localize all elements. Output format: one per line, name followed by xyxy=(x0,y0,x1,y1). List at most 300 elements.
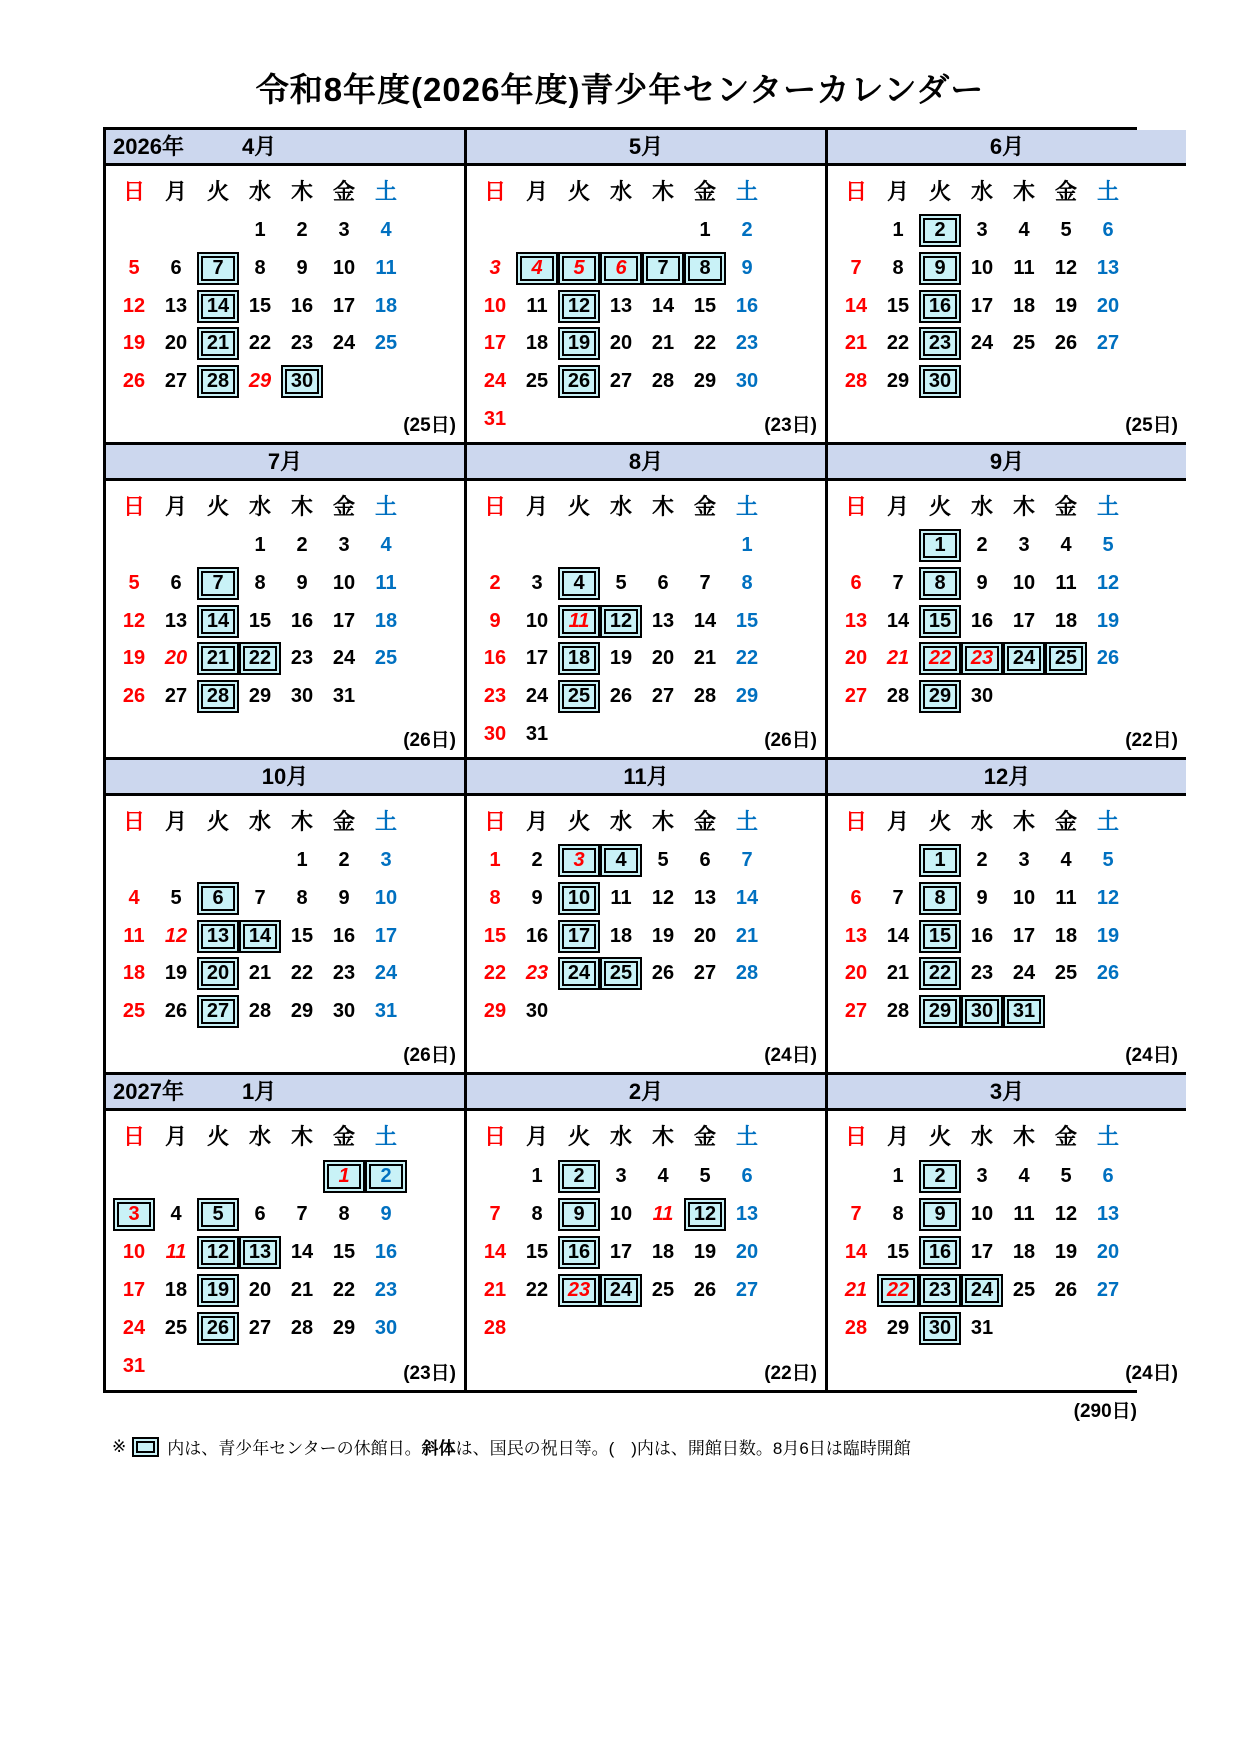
day-slot xyxy=(558,955,600,993)
day-cell: 13 xyxy=(735,1202,759,1225)
day-cell: 28 xyxy=(844,370,868,393)
day-slot xyxy=(919,1157,961,1195)
day-slot xyxy=(600,880,642,918)
day-cell: 28 xyxy=(844,1317,868,1340)
legend-rest-note: は、国民の祝日等。( )内は、開館日数。8月6日は臨時開館 xyxy=(455,1439,911,1458)
day-slot xyxy=(197,250,239,288)
day-slot xyxy=(600,527,642,565)
weekday-header: 木 xyxy=(651,493,674,519)
day-cell: 11 xyxy=(652,1202,674,1225)
weekday-header: 金 xyxy=(1054,1123,1077,1149)
day-slot xyxy=(516,363,558,401)
day-slot xyxy=(1003,363,1045,401)
day-slot xyxy=(726,363,768,401)
day-cell: 2 xyxy=(558,1160,600,1193)
day-slot xyxy=(961,602,1003,640)
day-cell: 10 xyxy=(525,609,549,632)
day-slot xyxy=(323,1272,365,1310)
week-row xyxy=(113,842,407,880)
day-slot xyxy=(365,715,407,753)
day-slot xyxy=(961,363,1003,401)
day-slot xyxy=(323,565,365,603)
day-slot xyxy=(1003,287,1045,325)
day-slot xyxy=(1087,1310,1129,1348)
day-slot xyxy=(474,1157,516,1195)
day-slot xyxy=(155,1310,197,1348)
week-row xyxy=(113,1310,407,1348)
day-slot xyxy=(1087,363,1129,401)
day-cell: 3 xyxy=(338,219,350,242)
day-slot xyxy=(600,212,642,250)
day-slot xyxy=(961,880,1003,918)
day-cell: 28 xyxy=(651,370,675,393)
day-cell: 14 xyxy=(197,290,239,323)
day-cell: 24 xyxy=(525,685,549,708)
day-cell: 5 xyxy=(558,252,600,285)
day-slot xyxy=(835,212,877,250)
day-cell: 3 xyxy=(1018,534,1030,557)
weekday-header: 土 xyxy=(1096,178,1119,204)
day-slot xyxy=(1087,325,1129,363)
day-slot xyxy=(919,325,961,363)
day-slot xyxy=(516,1233,558,1271)
day-cell: 9 xyxy=(741,257,753,279)
day-cell: 2 xyxy=(489,572,501,594)
day-slot xyxy=(961,917,1003,955)
weekday-header: 金 xyxy=(1054,178,1077,204)
day-slot xyxy=(726,1348,768,1386)
day-slot xyxy=(877,842,919,880)
week-row xyxy=(474,993,768,1031)
open-days-label: (25日) xyxy=(403,415,456,436)
day-cell: 31 xyxy=(483,407,507,430)
day-cell: 20 xyxy=(844,962,868,985)
day-slot xyxy=(474,715,516,753)
month-2027-01 xyxy=(106,1075,467,1390)
week-row xyxy=(835,527,1129,565)
day-cell: 7 xyxy=(197,567,239,600)
day-slot xyxy=(1045,527,1087,565)
week-row xyxy=(113,527,407,565)
day-slot xyxy=(877,1030,919,1068)
day-cell: 10 xyxy=(970,1202,994,1225)
day-slot xyxy=(281,565,323,603)
day-cell: 30 xyxy=(919,1312,961,1345)
legend-note-mark: ※ xyxy=(112,1436,127,1456)
day-slot xyxy=(877,212,919,250)
day-slot xyxy=(600,287,642,325)
day-slot xyxy=(684,1157,726,1195)
day-cell: 18 xyxy=(609,924,633,947)
day-cell: 13 xyxy=(197,920,239,953)
day-cell: 13 xyxy=(844,924,868,947)
day-slot xyxy=(197,400,239,438)
day-cell: 1 xyxy=(892,219,904,242)
day-slot xyxy=(155,325,197,363)
day-cell: 20 xyxy=(164,332,188,355)
day-cell: 7 xyxy=(892,887,904,909)
day-slot xyxy=(835,993,877,1031)
legend-italic-term: 斜体 xyxy=(421,1439,456,1458)
day-cell: 16 xyxy=(919,1236,961,1269)
day-cell: 7 xyxy=(741,849,753,872)
day-slot xyxy=(642,880,684,918)
day-cell: 15 xyxy=(248,294,272,317)
weekday-header-row xyxy=(835,168,1129,212)
total-open-days-label: (290日) xyxy=(1073,1401,1137,1422)
day-slot xyxy=(365,1233,407,1271)
weekday-header: 火 xyxy=(206,1123,229,1149)
day-cell: 19 xyxy=(122,332,146,355)
day-slot xyxy=(516,602,558,640)
day-cell: 16 xyxy=(970,924,994,947)
weekday-header: 火 xyxy=(928,808,951,834)
day-slot xyxy=(239,1348,281,1386)
day-slot xyxy=(558,1310,600,1348)
day-cell: 1 xyxy=(741,534,753,557)
day-slot xyxy=(684,250,726,288)
weekday-header: 火 xyxy=(206,178,229,204)
day-cell: 18 xyxy=(1054,924,1078,947)
week-row xyxy=(835,287,1129,325)
day-slot xyxy=(323,287,365,325)
day-slot xyxy=(684,880,726,918)
day-slot xyxy=(558,678,600,716)
day-slot xyxy=(281,715,323,753)
week-row xyxy=(474,1030,768,1068)
day-cell: 22 xyxy=(483,962,507,985)
day-cell: 13 xyxy=(693,887,717,909)
day-cell: 17 xyxy=(1012,924,1036,947)
weekday-header: 日 xyxy=(483,178,506,204)
day-slot xyxy=(1045,955,1087,993)
day-cell: 14 xyxy=(651,294,675,317)
day-cell: 5 xyxy=(1060,219,1072,242)
weekday-header: 金 xyxy=(693,808,716,834)
day-cell: 26 xyxy=(558,365,600,398)
day-slot xyxy=(877,325,919,363)
day-slot xyxy=(558,250,600,288)
day-cell: 8 xyxy=(254,572,266,594)
day-cell: 1 xyxy=(531,1164,543,1187)
day-slot xyxy=(558,565,600,603)
day-slot xyxy=(239,880,281,918)
day-slot xyxy=(474,678,516,716)
day-cell: 23 xyxy=(558,1274,600,1307)
month-header-2026-10 xyxy=(106,760,464,796)
weekday-header: 木 xyxy=(651,1123,674,1149)
day-slot xyxy=(642,287,684,325)
day-cell: 20 xyxy=(197,957,239,990)
day-cell: 27 xyxy=(735,1279,759,1302)
day-slot xyxy=(600,955,642,993)
day-cell: 25 xyxy=(558,680,600,713)
day-slot xyxy=(281,1272,323,1310)
week-row xyxy=(113,250,407,288)
day-cell: 14 xyxy=(886,924,910,947)
day-slot xyxy=(877,1233,919,1271)
day-slot xyxy=(1045,287,1087,325)
day-slot xyxy=(726,527,768,565)
day-slot xyxy=(281,527,323,565)
day-slot xyxy=(155,715,197,753)
day-cell: 30 xyxy=(332,1000,356,1023)
day-slot xyxy=(197,325,239,363)
day-slot xyxy=(113,993,155,1031)
weekday-header: 木 xyxy=(290,178,313,204)
weekday-header: 月 xyxy=(886,493,909,519)
day-slot xyxy=(961,1195,1003,1233)
month-body xyxy=(467,481,825,757)
day-slot xyxy=(516,527,558,565)
day-cell: 2 xyxy=(919,1160,961,1193)
day-cell: 11 xyxy=(375,257,397,279)
day-slot xyxy=(1003,325,1045,363)
day-slot xyxy=(600,400,642,438)
weekday-header-row xyxy=(113,168,407,212)
day-cell: 1 xyxy=(254,219,266,242)
day-cell: 26 xyxy=(1054,332,1078,355)
day-slot xyxy=(323,363,365,401)
month-name: 6月 xyxy=(989,134,1025,159)
day-slot xyxy=(365,602,407,640)
day-slot xyxy=(919,287,961,325)
day-slot xyxy=(961,287,1003,325)
day-slot xyxy=(365,1310,407,1348)
day-cell: 11 xyxy=(165,1240,187,1263)
day-slot xyxy=(919,880,961,918)
day-slot xyxy=(113,1195,155,1233)
day-cell: 10 xyxy=(609,1202,633,1225)
day-slot xyxy=(113,917,155,955)
day-cell: 25 xyxy=(1012,1279,1036,1302)
day-slot xyxy=(877,363,919,401)
day-cell: 24 xyxy=(961,1274,1003,1307)
day-slot xyxy=(961,842,1003,880)
week-row xyxy=(113,1157,407,1195)
day-slot xyxy=(961,527,1003,565)
day-slot xyxy=(474,880,516,918)
week-row xyxy=(835,212,1129,250)
day-slot xyxy=(684,842,726,880)
day-cell: 20 xyxy=(844,647,868,670)
day-cell: 5 xyxy=(128,257,140,279)
day-cell: 27 xyxy=(197,995,239,1028)
open-days-label: (24日) xyxy=(1125,1045,1178,1066)
day-slot xyxy=(239,842,281,880)
day-cell: 18 xyxy=(651,1240,675,1263)
day-slot xyxy=(113,1233,155,1271)
weekday-header: 月 xyxy=(525,1123,548,1149)
weekday-header: 水 xyxy=(970,1123,993,1149)
month-2026-07 xyxy=(106,445,467,760)
weekday-header: 火 xyxy=(567,493,590,519)
day-slot xyxy=(323,917,365,955)
day-cell: 27 xyxy=(248,1317,272,1340)
day-cell: 21 xyxy=(197,642,239,675)
day-slot xyxy=(197,640,239,678)
day-slot xyxy=(474,1348,516,1386)
day-slot xyxy=(600,363,642,401)
week-row xyxy=(113,917,407,955)
week-row xyxy=(113,1348,407,1386)
day-cell: 19 xyxy=(558,327,600,360)
month-header-2026-09 xyxy=(828,445,1186,481)
month-header-2027-02 xyxy=(467,1075,825,1111)
day-slot xyxy=(684,400,726,438)
weekday-header: 水 xyxy=(248,808,271,834)
day-slot xyxy=(365,842,407,880)
day-cell: 27 xyxy=(1096,1279,1120,1302)
day-slot xyxy=(281,640,323,678)
day-slot xyxy=(155,640,197,678)
day-cell: 22 xyxy=(877,1274,919,1307)
day-slot xyxy=(726,250,768,288)
weekday-header: 水 xyxy=(970,493,993,519)
weekday-header: 金 xyxy=(693,1123,716,1149)
day-cell: 7 xyxy=(197,252,239,285)
day-slot xyxy=(726,917,768,955)
month-header-2026-07 xyxy=(106,445,464,481)
weekday-header: 水 xyxy=(609,1123,632,1149)
day-cell: 8 xyxy=(741,572,753,594)
day-slot xyxy=(642,917,684,955)
weekday-header: 月 xyxy=(886,178,909,204)
day-cell: 6 xyxy=(699,849,711,872)
day-cell: 7 xyxy=(850,1202,862,1225)
day-slot xyxy=(558,527,600,565)
day-cell: 16 xyxy=(374,1240,398,1263)
day-cell: 4 xyxy=(657,1164,669,1187)
day-slot xyxy=(1003,842,1045,880)
day-cell: 14 xyxy=(844,1240,868,1263)
day-cell: 7 xyxy=(489,1202,501,1225)
day-slot xyxy=(155,1348,197,1386)
day-slot xyxy=(1045,565,1087,603)
day-slot xyxy=(558,1030,600,1068)
day-slot xyxy=(835,1195,877,1233)
day-cell: 19 xyxy=(197,1274,239,1307)
day-slot xyxy=(642,1157,684,1195)
day-slot xyxy=(516,955,558,993)
day-slot xyxy=(642,640,684,678)
day-cell: 23 xyxy=(332,962,356,985)
day-slot xyxy=(600,1310,642,1348)
day-cell: 3 xyxy=(615,1164,627,1187)
day-slot xyxy=(365,640,407,678)
day-cell: 12 xyxy=(1096,887,1120,909)
day-slot xyxy=(1045,1348,1087,1386)
month-name: 2月 xyxy=(628,1079,664,1104)
day-slot xyxy=(281,1030,323,1068)
weekday-header: 水 xyxy=(970,808,993,834)
month-header-2027-01 xyxy=(106,1075,464,1111)
day-cell: 13 xyxy=(844,609,868,632)
day-cell: 30 xyxy=(735,370,759,393)
day-slot xyxy=(155,955,197,993)
day-slot xyxy=(877,287,919,325)
day-cell: 8 xyxy=(684,252,726,285)
day-slot xyxy=(877,250,919,288)
week-row xyxy=(113,993,407,1031)
day-cell: 20 xyxy=(164,647,188,670)
page-title: 令和8年度(2026年度)青少年センターカレンダー xyxy=(255,71,985,108)
day-slot xyxy=(642,1233,684,1271)
weekday-header: 土 xyxy=(374,808,397,834)
day-slot xyxy=(558,715,600,753)
open-days-label: (23日) xyxy=(403,1363,456,1384)
day-slot xyxy=(1045,993,1087,1031)
day-cell: 5 xyxy=(699,1164,711,1187)
day-cell: 16 xyxy=(290,294,314,317)
day-slot xyxy=(281,363,323,401)
weekday-header: 火 xyxy=(567,808,590,834)
day-slot xyxy=(877,880,919,918)
day-slot xyxy=(239,1310,281,1348)
day-slot xyxy=(558,1157,600,1195)
day-slot xyxy=(1003,1157,1045,1195)
weekday-header: 木 xyxy=(651,808,674,834)
day-slot xyxy=(961,212,1003,250)
day-cell: 25 xyxy=(374,647,398,670)
day-cell: 19 xyxy=(1054,294,1078,317)
day-cell: 11 xyxy=(526,294,548,317)
day-slot xyxy=(835,715,877,753)
day-slot xyxy=(365,287,407,325)
day-slot xyxy=(365,917,407,955)
day-slot xyxy=(1003,527,1045,565)
month-body xyxy=(467,796,825,1072)
day-slot xyxy=(558,842,600,880)
day-slot xyxy=(600,1348,642,1386)
legend xyxy=(112,1434,1132,1459)
day-cell: 12 xyxy=(600,605,642,638)
day-slot xyxy=(197,363,239,401)
weekday-header: 水 xyxy=(609,178,632,204)
day-cell: 17 xyxy=(374,924,398,947)
day-slot xyxy=(726,842,768,880)
day-slot xyxy=(1045,917,1087,955)
month-2026-09 xyxy=(828,445,1186,760)
day-cell: 12 xyxy=(164,924,188,947)
day-slot xyxy=(365,250,407,288)
day-slot xyxy=(516,1157,558,1195)
day-slot xyxy=(1045,1030,1087,1068)
weekday-header: 日 xyxy=(122,493,145,519)
day-cell: 23 xyxy=(961,642,1003,675)
month-body xyxy=(828,796,1186,1072)
day-slot xyxy=(239,565,281,603)
day-cell: 24 xyxy=(483,370,507,393)
day-slot xyxy=(323,842,365,880)
day-slot xyxy=(516,715,558,753)
day-slot xyxy=(877,1272,919,1310)
day-cell: 16 xyxy=(970,609,994,632)
day-cell: 5 xyxy=(197,1198,239,1231)
open-days-label: (24日) xyxy=(764,1045,817,1066)
week-row xyxy=(835,640,1129,678)
day-slot xyxy=(516,565,558,603)
day-slot xyxy=(961,640,1003,678)
day-slot xyxy=(919,993,961,1031)
weekday-header: 水 xyxy=(609,808,632,834)
day-slot xyxy=(323,993,365,1031)
day-slot xyxy=(155,1030,197,1068)
day-cell: 9 xyxy=(976,572,988,594)
day-cell: 16 xyxy=(735,294,759,317)
day-slot xyxy=(323,678,365,716)
day-cell: 26 xyxy=(122,685,146,708)
